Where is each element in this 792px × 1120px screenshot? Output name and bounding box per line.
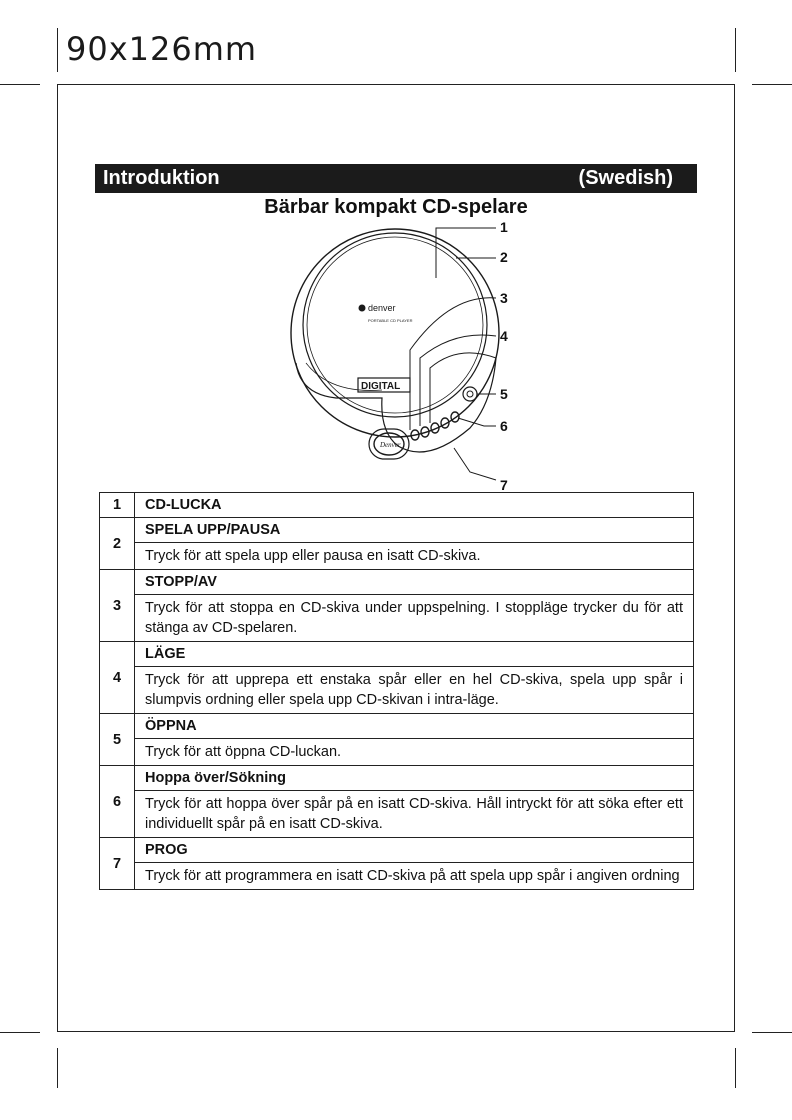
control-button-icon xyxy=(451,412,459,422)
section-language: (Swedish) xyxy=(578,167,673,189)
part-description: Tryck för att stoppa en CD-skiva under uppspelning. I stoppläge trycker du för att stänga av CD-spelaren. xyxy=(135,595,694,642)
table-row xyxy=(100,863,694,890)
front-button-label: Denver xyxy=(380,441,401,449)
brand-logo: denver xyxy=(368,303,396,313)
part-number: 6 xyxy=(100,766,135,838)
open-button-icon xyxy=(463,387,477,401)
dimension-label: 90x126mm xyxy=(66,30,258,68)
crop-mark xyxy=(752,84,792,85)
table-row xyxy=(100,791,694,838)
crop-mark xyxy=(735,1048,736,1088)
page-subtitle: Bärbar kompakt CD-spelare xyxy=(264,196,528,218)
brand-logo-icon xyxy=(359,305,366,312)
crop-mark xyxy=(752,1032,792,1033)
callout-7: 7 xyxy=(500,477,508,490)
parts-table xyxy=(99,492,694,890)
part-name: Hoppa över/Sökning xyxy=(135,766,694,791)
callout-1: 1 xyxy=(500,219,508,235)
part-name: SPELA UPP/PAUSA xyxy=(135,518,694,543)
part-description: Tryck för att öppna CD-luckan. xyxy=(135,739,694,766)
callout-5: 5 xyxy=(500,386,508,402)
callout-4: 4 xyxy=(500,328,508,344)
part-name: LÄGE xyxy=(135,642,694,667)
part-description: Tryck för att hoppa över spår på en isatt CD-skiva. Håll intryckt för att söka efter ett individuellt spår på en isatt CD-skiva. xyxy=(135,791,694,838)
table-row xyxy=(100,838,694,863)
part-name: PROG xyxy=(135,838,694,863)
table-row xyxy=(100,543,694,570)
crop-mark xyxy=(0,84,40,85)
part-number: 2 xyxy=(100,518,135,570)
part-name: CD-LUCKA xyxy=(135,493,694,518)
crop-mark xyxy=(57,28,58,72)
player-body-outline xyxy=(291,229,499,437)
part-number: 1 xyxy=(100,493,135,518)
part-description: Tryck för att programmera en isatt CD-skiva på att spela upp spår i angiven ordning xyxy=(135,863,694,890)
part-number: 3 xyxy=(100,570,135,642)
crop-mark xyxy=(57,1048,58,1088)
crop-mark xyxy=(735,28,736,72)
part-name: STOPP/AV xyxy=(135,570,694,595)
part-name: ÖPPNA xyxy=(135,714,694,739)
section-header xyxy=(95,164,697,193)
table-row xyxy=(100,570,694,595)
table-row xyxy=(100,493,694,518)
table-row xyxy=(100,766,694,791)
table-row xyxy=(100,595,694,642)
callout-3: 3 xyxy=(500,290,508,306)
table-row xyxy=(100,642,694,667)
table-row xyxy=(100,667,694,714)
table-row xyxy=(100,518,694,543)
callout-6: 6 xyxy=(500,418,508,434)
section-title: Introduktion xyxy=(103,167,220,189)
model-text: PORTABLE CD PLAYER xyxy=(368,318,413,323)
part-description: Tryck för att spela upp eller pausa en isatt CD-skiva. xyxy=(135,543,694,570)
part-description: Tryck för att upprepa ett enstaka spår eller en hel CD-skiva, spela upp spår i slumpvis ordning eller spela upp CD-skivan i intra-läge. xyxy=(135,667,694,714)
part-number: 7 xyxy=(100,838,135,890)
table-row xyxy=(100,739,694,766)
callout-2: 2 xyxy=(500,249,508,265)
part-number: 4 xyxy=(100,642,135,714)
digital-badge: DIGITAL xyxy=(361,381,401,392)
crop-mark xyxy=(0,1032,40,1033)
cd-player-illustration xyxy=(270,218,530,490)
part-number: 5 xyxy=(100,714,135,766)
table-row xyxy=(100,714,694,739)
